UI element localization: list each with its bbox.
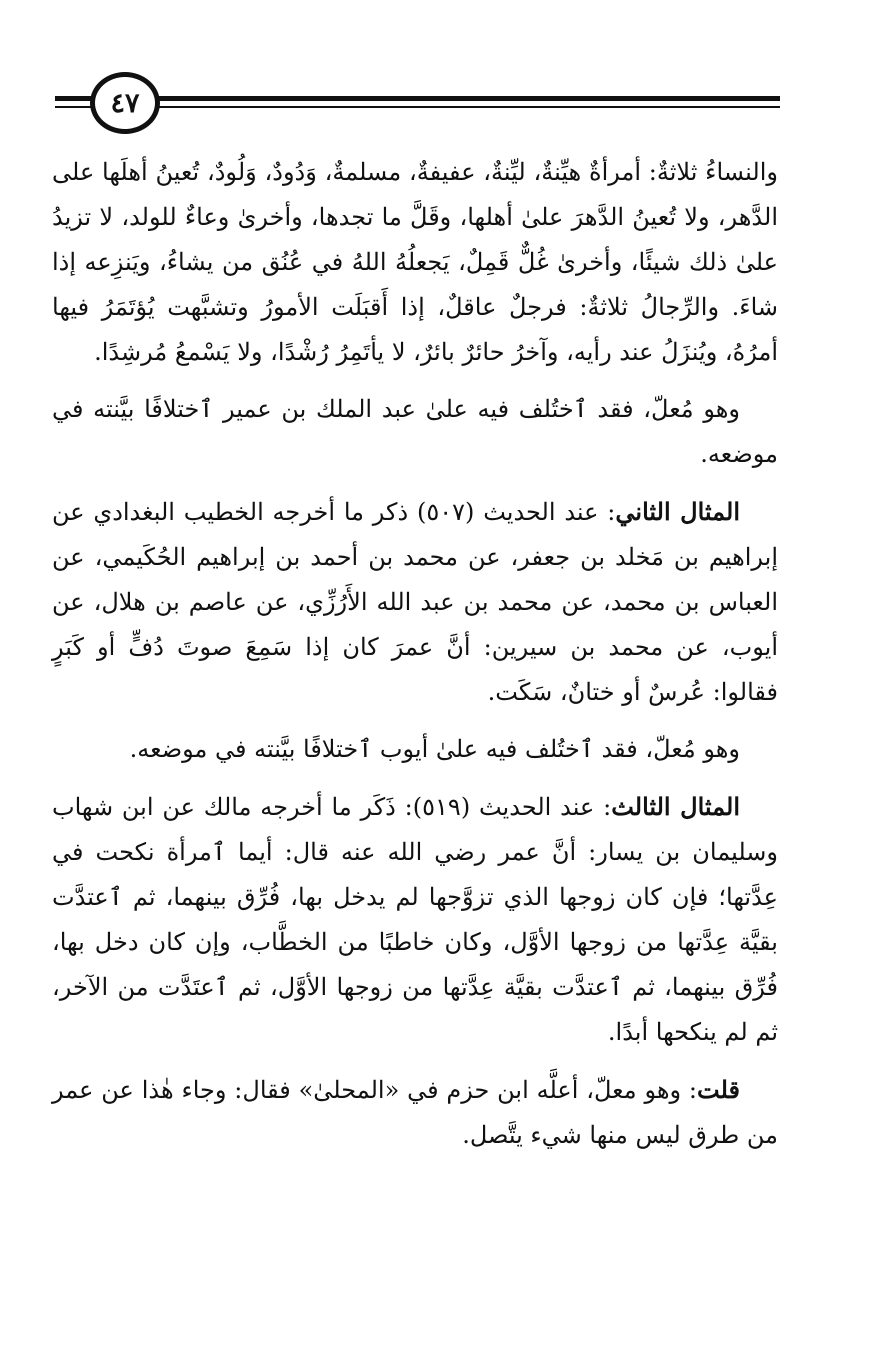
- paragraph-note-1: [52, 387, 778, 477]
- paragraph-comment: [52, 1067, 778, 1158]
- paragraph-text: وهو مُعلّ، فقد ٱختُلف فيه علىٰ عبد الملك بن عمير ٱختلافًا بيَّنته في موضعه.: [52, 395, 778, 468]
- paragraph-women-men: [52, 150, 778, 375]
- paragraph-text: وهو مُعلّ، فقد ٱختُلف فيه علىٰ أيوب ٱختلافًا بيَّنته في موضعه.: [129, 735, 740, 763]
- page-header: [0, 0, 873, 140]
- paragraph-text: : عند الحديث (٥٠٧) ذكر ما أخرجه الخطيب البغدادي عن إبراهيم بن مَخلد بن جعفر، عن محمد بن أحمد بن إبراهيم الحُكَيمي، عن العباس بن محمد، عن محمد بن عبد الله الأَرُزِّي، عن عاصم بن هلال، عن أيوب، عن محمد بن سيرين: أنَّ عمرَ كان إذا سَمِعَ صوتَ دُفٍّ أو كَبَرٍ فقالوا: عُرسٌ أو ختانٌ، سَكَت.: [52, 498, 778, 706]
- paragraph-text: : عند الحديث (٥١٩): ذَكَر ما أخرجه مالك عن ابن شهاب وسليمان بن يسار: أنَّ عمر رضي الله عنه قال: أيما ٱمرأة نكحت في عِدَّتها؛ فإن كان زوجها الذي تزوَّجها لم يدخل بها، فُرِّق بينهما، ثم ٱعتدَّت بقيَّة عِدَّتها من زوجها الأوَّل، وكان خاطبًا من الخطَّاب، وإن كان دخل بها، فُرِّق بينهما، ثم ٱعتدَّت بقيَّة عِدَّتها من زوجها الأوَّل، ثم ٱعتَدَّت من الآخر، ثم لم ينكحها أبدًا.: [52, 793, 778, 1046]
- comment-label: قلت: [697, 1075, 740, 1104]
- paragraph-example-2: [52, 489, 778, 715]
- paragraph-text: والنساءُ ثلاثةٌ: أمرأةٌ هيِّنةٌ، ليِّنةٌ، عفيفةٌ، مسلمةٌ، وَدُودٌ، وَلُودٌ، تُعينُ أهلَها على الدَّهر، ولا تُعينُ الدَّهرَ علىٰ أهلها، وقَلَّ ما تجدها، وأخرىٰ وعاءٌ للولد، لا تزيدُ علىٰ ذلك شيئًا، وأخرىٰ غُلٌّ قَمِلٌ، يَجعلُهُ اللهُ في عُنُق من يشاءُ، ويَنزِعه إذا شاءَ. والرِّجالُ ثلاثةٌ: فرجلٌ عاقلٌ، إذا أَقبَلَت الأمورُ وتشبَّهت يُؤتَمَرُ فيها أمرُهُ، ويُنزَلُ عند رأيه، وآخرُ حائرٌ بائرٌ، لا يأتَمِرُ رُشْدًا، ولا يَسْمعُ مُرشِدًا.: [52, 158, 778, 366]
- example-label: المثال الثاني: [615, 497, 740, 526]
- page-body: [52, 150, 778, 1170]
- paragraph-example-3: [52, 784, 778, 1055]
- paragraph-note-2: [52, 727, 778, 772]
- header-rule-thin: [55, 106, 780, 108]
- header-rule-thick: [55, 96, 780, 101]
- page-number: ٤٧: [90, 72, 160, 134]
- example-label: المثال الثالث: [611, 792, 740, 821]
- paragraph-text: : وهو معلّ، أعلَّه ابن حزم في «المحلىٰ» فقال: وجاء هٰذا عن عمر من طرق ليس منها شيء يتَّصل.: [52, 1076, 778, 1149]
